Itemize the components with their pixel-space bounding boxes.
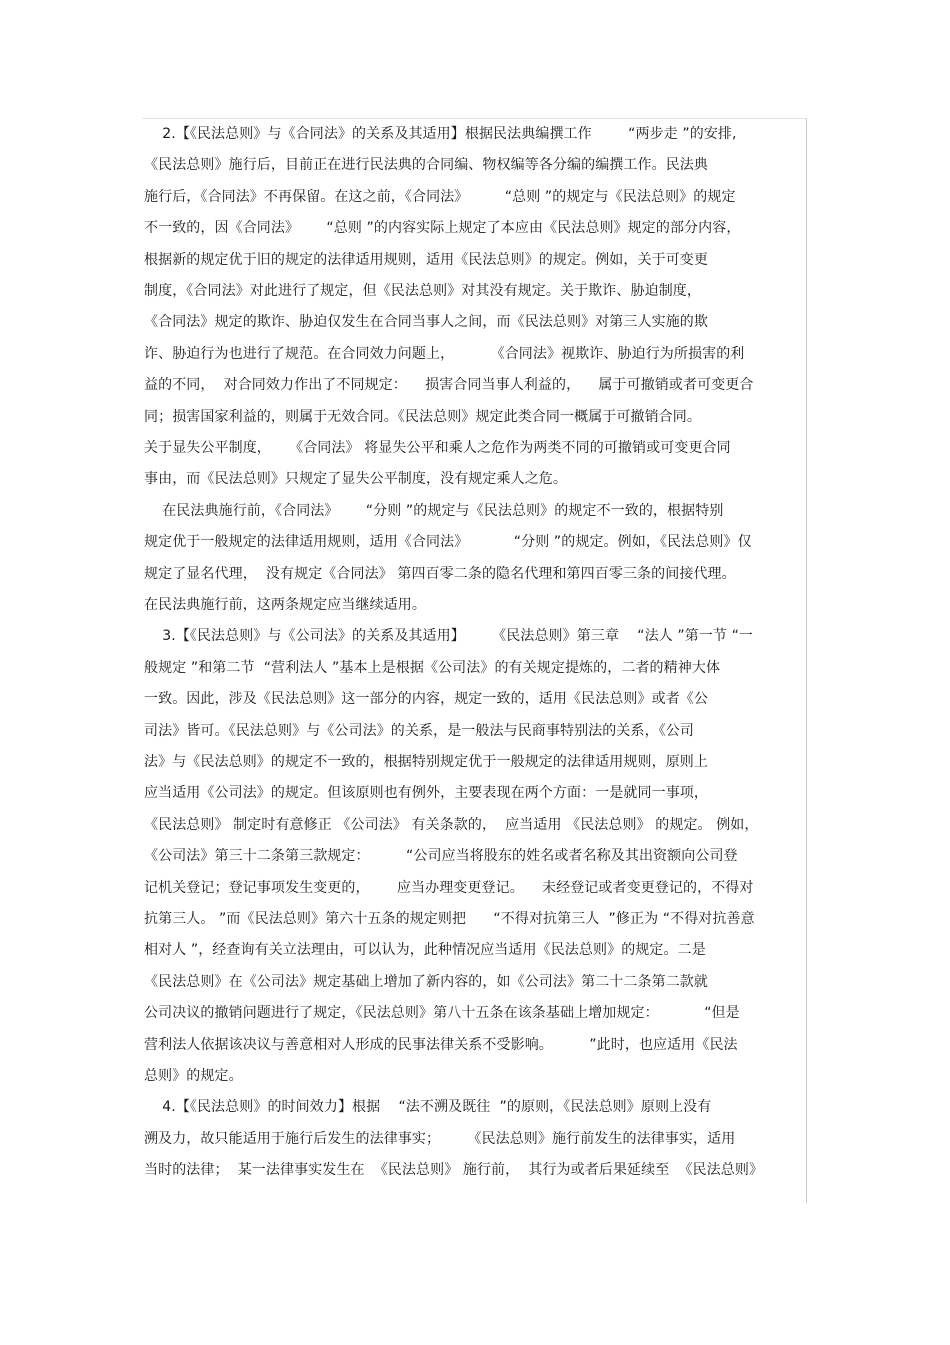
text-line: 《公司法》第三十二条第三款规定： “公司应当将股东的姓名或者名称及其出资额向公司登 bbox=[144, 848, 738, 865]
text-line: 益的不同， 对合同效力作出了不同规定： 损害合同当事人利益的， 属于可撤销或者可变更合 bbox=[144, 377, 754, 394]
text-line: 《合同法》规定的欺诈、胁迫仅发生在合同当事人之间，而《民法总则》对第三人实施的欺 bbox=[144, 314, 708, 331]
text-line: 规定优于一般规定的法律适用规则，适用《合同法》 “分则 ”的规定。例如，《民法总则》仅 bbox=[144, 534, 752, 551]
text-line: 营利法人依据该决议与善意相对人形成的民事法律关系不受影响。 ”此时，也应适用《民法 bbox=[144, 1036, 738, 1053]
text-line: 相对人 ”，经查询有关立法理由，可以认为，此种情况应当适用《民法总则》的规定。二是 bbox=[144, 942, 706, 959]
text-line: 司法》皆可。《民法总则》与《公司法》的关系，是一般法与民商事特别法的关系，《公司 bbox=[144, 722, 694, 739]
text-line: 应当适用《公司法》的规定。但该原则也有例外，主要表现在两个方面：一是就同一事项， bbox=[144, 785, 708, 802]
text-line: 事由，而《民法总则》只规定了显失公平制度，没有规定乘人之危。 bbox=[144, 471, 567, 488]
text-line: 《民法总则》 制定时有意修正 《公司法》 有关条款的， 应当适用 《民法总则》 的规定。 例如， bbox=[144, 816, 759, 833]
text-line: 制度，《合同法》对此进行了规定，但《民法总则》对其没有规定。关于欺诈、胁迫制度， bbox=[144, 283, 701, 299]
text-line: 规定了显名代理， 没有规定《合同法》 第四百零二条的隐名代理和第四百零三条的间接代理。 bbox=[144, 565, 736, 582]
text-line: 诈、胁迫行为也进行了规范。在合同效力问题上， 《合同法》视欺诈、胁迫行为所损害的利 bbox=[144, 345, 745, 362]
text-line: 《民法总则》施行后，目前正在进行民法典的合同编、物权编等各分编的编撰工作。民法典 bbox=[144, 157, 708, 174]
text-line: 《民法总则》在《公司法》规定基础上增加了新内容的，如《公司法》第二十二条第二款就 bbox=[144, 973, 708, 990]
text-line: 公司决议的撤销问题进行了规定，《民法总则》第八十五条在该条基础上增加规定： “但是 bbox=[144, 1005, 740, 1022]
text-line: 当时的法律； 某一法律事实发生在 《民法总则》 施行前， 其行为或者后果延续至 《民法总则》 bbox=[144, 1162, 764, 1179]
text-line: 一致。因此，涉及《民法总则》这一部分的内容，规定一致的，适用《民法总则》或者《公 bbox=[144, 691, 708, 708]
text-line: 总则》的规定。 bbox=[144, 1068, 243, 1084]
text-line: 在民法典施行前，这两条规定应当继续适用。 bbox=[144, 597, 426, 613]
text-line: 般规定 ”和第二节 “营利法人 ”基本上是根据《公司法》的有关规定提炼的，二者的精神大体 bbox=[144, 659, 721, 676]
text-line: 记机关登记；登记事项发生变更的， 应当办理变更登记。 未经登记或者变更登记的，不得对 bbox=[144, 879, 754, 896]
text-line: 2.【《民法总则》与《合同法》的关系及其适用】根据民法典编撰工作 “两步走 ”的安排, bbox=[144, 126, 737, 142]
text-line: 溯及力，故只能适用于施行后发生的法律事实； 《民法总则》施行前发生的法律事实，适用 bbox=[144, 1130, 736, 1147]
text-line: 4.【《民法总则》的时间效力】根据 “法不溯及既往 ”的原则，《民法总则》原则上没有 bbox=[144, 1099, 712, 1116]
text-line: 法》与《民法总则》的规定不一致的，根据特别规定优于一般规定的法律适用规则，原则上 bbox=[144, 754, 708, 770]
text-line: 施行后，《合同法》不再保留。在这之前，《合同法》 “总则 ”的规定与《民法总则》的规定 bbox=[144, 188, 736, 205]
text-line: 3.【《民法总则》与《公司法》的关系及其适用】 《民法总则》第三章 “法人 ”第一节 “一 bbox=[144, 628, 754, 645]
text-line: 关于显失公平制度， 《合同法》 将显失公平和乘人之危作为两类不同的可撤销或可变更合同 bbox=[144, 440, 731, 456]
text-line: 抗第三人。 ”而《民法总则》第六十五条的规定则把 “不得对抗第三人 ”修正为 “不得对抗善意 bbox=[144, 911, 755, 927]
text-line: 在民法典施行前，《合同法》 “分则 ”的规定与《民法总则》的规定不一致的，根据特别 bbox=[144, 502, 724, 519]
text-line: 不一致的，因《合同法》 “总则 ”的内容实际上规定了本应由《民法总则》规定的部分内容， bbox=[144, 220, 741, 237]
text-line: 同；损害国家利益的，则属于无效合同。《民法总则》规定此类合同一概属于可撤销合同。 bbox=[144, 408, 701, 425]
text-line: 根据新的规定优于旧的规定的法律适用规则，适用《民法总则》的规定。例如，关于可变更 bbox=[144, 251, 708, 268]
